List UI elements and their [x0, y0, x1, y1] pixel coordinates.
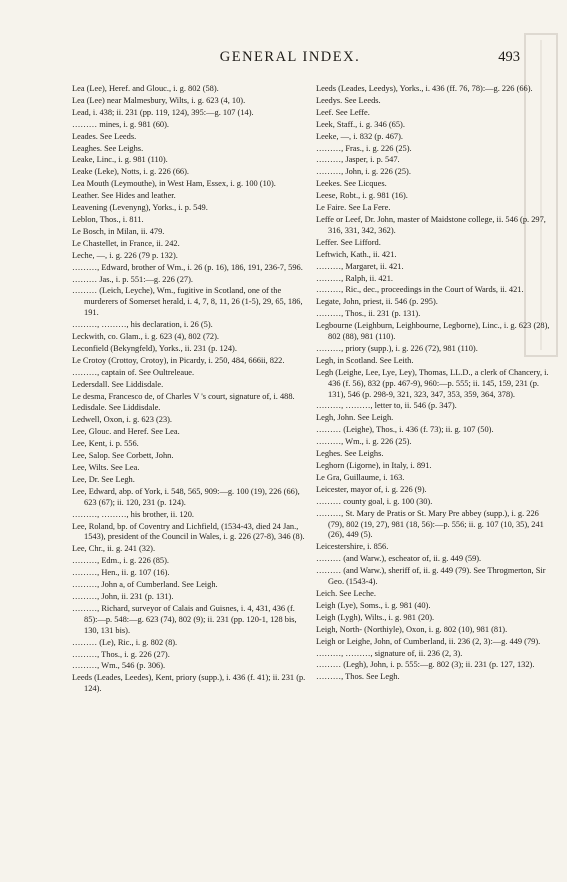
index-entry: Ledisdale. See Liddisdale.: [72, 403, 161, 413]
index-entry: Leekes. See Licques.: [316, 179, 387, 189]
index-entry: Leigh or Leighe, John, of Cumberland, ii. 236 (2, 3):—g. 449 (79).: [316, 636, 541, 646]
index-entry: Le Gra, Guillaume, i. 163.: [316, 472, 405, 482]
index-entry: Le Bosch, in Milan, ii. 479.: [72, 226, 165, 236]
index-entry: Leake (Leke), Notts, i. g. 226 (66).: [72, 167, 189, 177]
index-entry: Lee, Salop. See Corbett, John.: [72, 451, 174, 461]
index-entry: Leese, Robt., i. g. 981 (16).: [316, 191, 408, 201]
index-entry: ………, Edward, brother of Wm., i. 26 (p. 16), 186, 191, 236-7, 596.: [72, 262, 303, 272]
index-entry: ………, Wm., i. g. 226 (25).: [316, 437, 412, 447]
index-entry: ………, St. Mary de Pratis or St. Mary Pre abbey (supp.), i. g. 226 (79), 802 (19, 27), 981 (18, 56):—p. 556; ii. g. 107 (10, 35), 241 (26), 449 (5).: [316, 508, 544, 540]
index-entry: Leftwich, Kath., ii. 421.: [316, 249, 397, 259]
index-entry: Lee, Wilts. See Lea.: [72, 463, 140, 472]
index-entry: ………, John a, of Cumberland. See Leigh.: [72, 580, 218, 590]
index-entry: ……… mines, i. g. 981 (60).: [72, 119, 170, 129]
index-entry: Leek, Staff., i. g. 346 (65).: [316, 119, 405, 129]
index-entry: Legh, in Scotland. See Leith.: [316, 355, 414, 365]
index-entry: ……… (Leich, Leyche), Wm., fugitive in Scotland, one of the murderers of Somerset herald, i. 4, 7, 8, 11, 26 (1-5), 29, 65, 186, 191.: [72, 286, 303, 318]
index-entry: ………, Margaret, ii. 421.: [316, 261, 404, 271]
index-entry: Legh (Leighe, Lee, Lye, Ley), Thomas, LL.D., a clerk of Chancery, i. 436 (f. 56), 832 (pp. 467-9), 960:—p. 555; ii. 145, 159, 231 (p. 131), 546 (p. 298-9, 321, 323, 347, 353, 359, 364, 378).: [316, 367, 549, 399]
index-entry: Le Chastellet, in France, ii. 242.: [72, 238, 180, 248]
index-entry: Leckwith, co. Glam., i. g. 623 (4), 802 (72).: [72, 332, 219, 342]
index-entry: Lee, Dr. See Legh.: [72, 474, 135, 484]
index-entry: Lee, Kent, i. p. 556.: [72, 439, 139, 449]
index-entry: Leche, —, i. g. 226 (79 p. 132).: [72, 250, 178, 260]
index-entry: Lee, Glouc. and Heref. See Lea.: [72, 427, 180, 437]
index-entry: Leeds (Leades, Leedys), Yorks., i. 436 (ff. 76, 78):—g. 226 (66).: [316, 84, 533, 93]
index-entry: ………, John, ii. 231 (p. 131).: [72, 591, 174, 601]
index-entry: ……… Jas., i. p. 551:—g. 226 (27).: [72, 274, 193, 284]
index-entry: Le Faire. See La Fere.: [316, 203, 391, 213]
index-entry: ……… (Legh), John, i. p. 555:—g. 802 (3); ii. 231 (p. 127, 132).: [316, 660, 535, 670]
running-title: GENERAL INDEX.: [219, 49, 361, 65]
index-entry: Lea Mouth (Leymouthe), in West Ham, Essex, i. g. 100 (10).: [72, 179, 276, 189]
index-entry: Legh, John. See Leigh.: [316, 413, 394, 423]
index-entry: ……… (and Warw.), escheator of, ii. g. 449 (59).: [316, 554, 482, 564]
index-entry: Lee, Edward, abp. of York, i. 548, 565, 909:—g. 100 (19), 226 (66), 623 (67); ii. 120, 231 (p. 124).: [72, 486, 300, 507]
index-entry: Leake, Linc., i. g. 981 (110).: [72, 155, 168, 165]
index-entry: ………, captain of. See Oultreleaue.: [72, 367, 195, 377]
index-entry: ………, ………, his brother, ii. 120.: [72, 509, 195, 519]
index-entry: Legate, John, priest, ii. 546 (p. 295).: [316, 297, 438, 307]
index-entry: Leigh, North- (Northiyle), Oxon, i. g. 802 (10), 981 (81).: [316, 624, 508, 634]
index-entry: Leicester, mayor of, i. g. 226 (9).: [316, 484, 427, 494]
index-entry: ………, Ric., dec., proceedings in the Court of Wards, ii. 421.: [316, 285, 524, 295]
index-entry: Legbourne (Leighburn, Leighbourne, Legborne), Linc., i. g. 623 (28), 802 (88), 981 (110).: [316, 321, 550, 342]
index-entry: ………, Ralph, ii. 421.: [316, 273, 394, 283]
index-entry: ………, ………, letter to, ii. 546 (p. 347).: [316, 401, 457, 411]
index-entry: ………, Richard, surveyor of Calais and Guisnes, i. 4, 431, 436 (f. 85):—p. 548:—g. 623 (74), 802 (9); ii. 231 (pp. 120-1, 128 bis, 130, 131 bis).: [72, 603, 297, 635]
index-column-right: [316, 84, 554, 684]
index-entry: Ledwell, Oxon, i. g. 623 (23).: [72, 415, 173, 425]
index-entry: ………, Fras., i. g. 226 (25).: [316, 143, 412, 153]
index-column-left: [72, 84, 308, 696]
index-entry: ……… county goal, i. g. 100 (30).: [316, 496, 433, 506]
index-entry: Leaghes. See Leighs.: [72, 143, 144, 153]
index-entry: Leghes. See Leighs.: [316, 449, 384, 459]
page-header: [66, 49, 520, 71]
index-entry: Leades. See Leeds.: [72, 131, 137, 141]
index-entry: ………, ………, his declaration, i. 26 (5).: [72, 320, 213, 330]
index-entry: Leigh (Lygh), Wilts., i. g. 981 (20).: [316, 612, 435, 622]
index-entry: ………, priory (supp.), i. g. 226 (72), 981 (110).: [316, 343, 478, 353]
index-entry: ………, Wm., 546 (p. 306).: [72, 661, 166, 671]
index-entry: Lea (Lee) near Malmesbury, Wilts, i. g. 623 (4, 10).: [72, 95, 246, 105]
index-entry: ……… (Le), Ric., i. g. 802 (8).: [72, 637, 178, 647]
index-entry: Le desma, Francesco de, of Charles V 's court, signature of, i. 488.: [72, 391, 295, 401]
index-entry: ……… (and Warw.), sheriff of, ii. g. 449 (79). See Throgmerton, Sir Geo. (1543-4).: [316, 566, 546, 587]
index-entry: Lead, i. 438; ii. 231 (pp. 119, 124), 395:—g. 107 (14).: [72, 107, 254, 117]
index-entry: Leedys. See Leeds.: [316, 95, 381, 105]
index-entry: Leef. See Leffe.: [316, 107, 370, 117]
index-entry: ………, ………, signature of, ii. 236 (2, 3).: [316, 648, 463, 658]
index-entry: ………, Thos., ii. 231 (p. 131).: [316, 309, 421, 319]
index-entry: Ledersdall. See Liddisdale.: [72, 379, 164, 389]
index-entry: Le Crotoy (Crottoy, Crotoy), in Picardy, i. 250, 484, 666ii, 822.: [72, 355, 285, 365]
index-entry: ………, Edm., i. g. 226 (85).: [72, 556, 170, 566]
index-entry: Leavening (Levenyng), Yorks., i. p. 549.: [72, 203, 208, 213]
index-entry: ………, John, i. g. 226 (25).: [316, 167, 411, 177]
index-entry: Lea (Lee), Heref. and Glouc., i. g. 802 (58).: [72, 84, 219, 93]
index-entry: Leffer. See Lifford.: [316, 237, 381, 247]
index-entry: ………, Thos., i. g. 226 (27).: [72, 649, 170, 659]
index-entry: ………, Hen., ii. g. 107 (16).: [72, 568, 170, 578]
page-number: 493: [498, 49, 520, 65]
index-entry: Leffe or Leef, Dr. John, master of Maidstone college, ii. 546 (p. 297, 316, 331, 342, 362).: [316, 214, 546, 235]
index-entry: Leeds (Leades, Leedes), Kent, priory (supp.), i. 436 (f. 41); ii. 231 (p. 124).: [72, 673, 306, 694]
index-entry: Leicestershire, i. 856.: [316, 542, 389, 552]
index-entry: Leigh (Lye), Soms., i. g. 981 (40).: [316, 600, 431, 610]
index-entry: ……… (Leighe), Thos., i. 436 (f. 73); ii. g. 107 (50).: [316, 425, 494, 435]
index-entry: Lee, Roland, bp. of Coventry and Lichfield, (1534-43, died 24 Jan., 1543), president of the Council in Wales, i. g. 226 (27-8), 346 (8).: [72, 521, 305, 542]
index-entry: ………, Jasper, i. p. 547.: [316, 155, 400, 165]
index-entry: Lee, Chr., ii. g. 241 (32).: [72, 544, 156, 554]
index-entry: Leconfield (Bekyngfeld), Yorks., ii. 231 (p. 124).: [72, 343, 237, 353]
index-entry: Leeke, —, i. 832 (p. 467).: [316, 131, 403, 141]
index-entry: Leich. See Leche.: [316, 588, 376, 598]
index-entry: Leghorn (Ligorne), in Italy, i. 891.: [316, 461, 432, 470]
index-entry: ………, Thos. See Legh.: [316, 672, 400, 682]
index-entry: Leather. See Hides and leather.: [72, 191, 176, 201]
index-entry: Leblon, Thos., i. 811.: [72, 214, 144, 224]
